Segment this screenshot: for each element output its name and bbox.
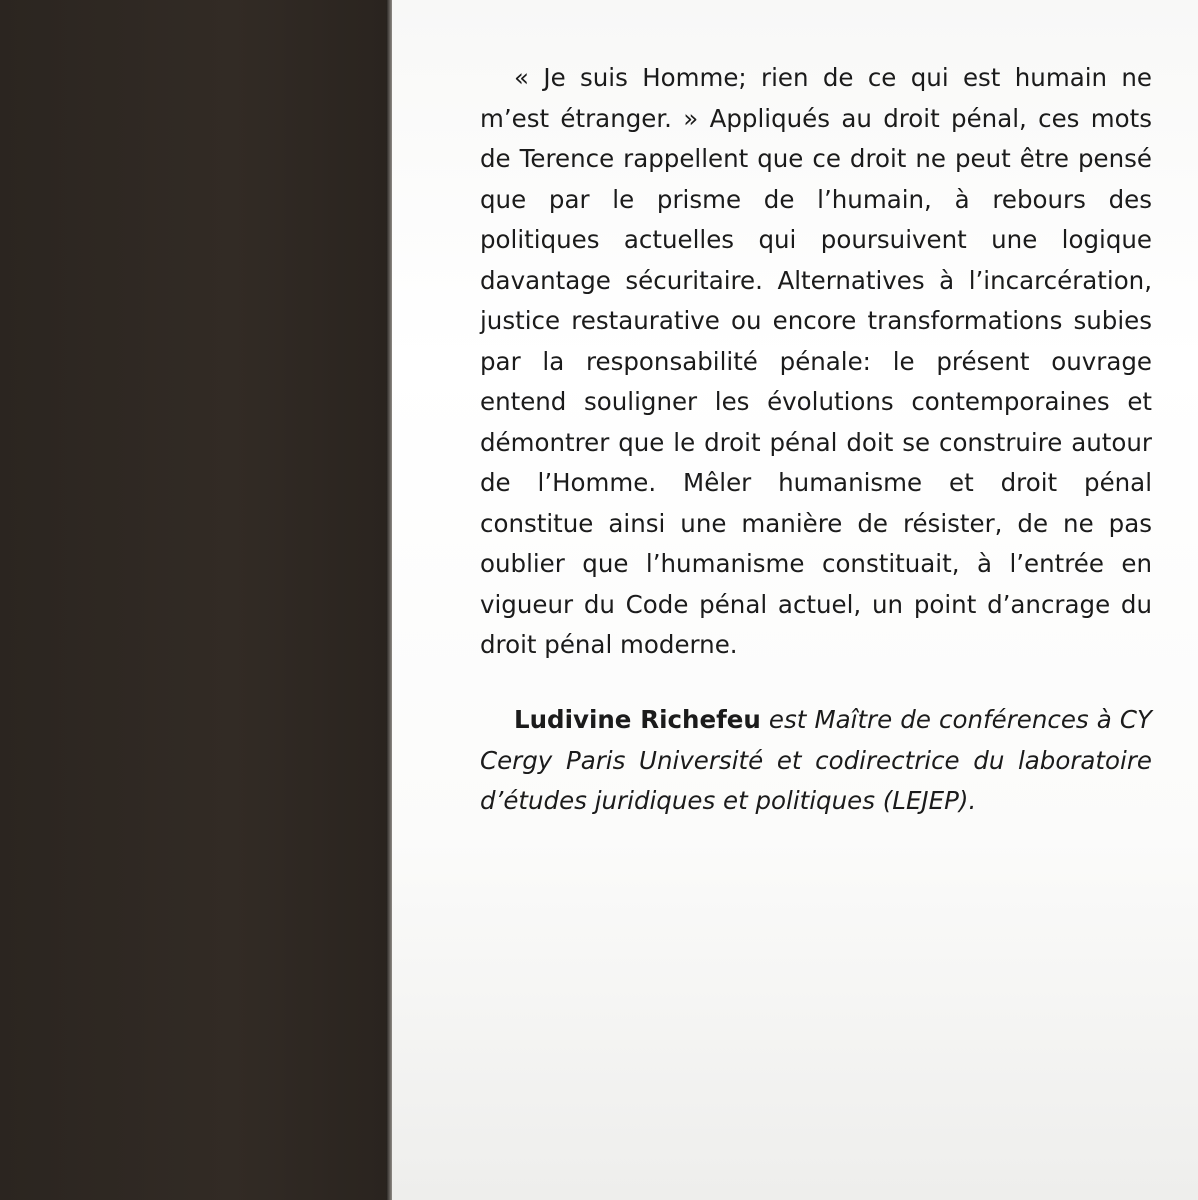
author-list-band (0, 0, 388, 1200)
editor-bio-text: est Maître de conférences à CY Cergy Paris Université et codirectrice du laboratoire d’études juridiques et politiques (LEJEP). (480, 705, 1152, 815)
editor-bio (480, 700, 1152, 822)
editor-name: Ludivine Richefeu (514, 705, 761, 734)
summary-paragraph: « Je suis Homme; rien de ce qui est humain ne m’est étranger. » Appliqués au droit pénal, ces mots de Terence rappellent que ce droit ne peut être pensé que par le prisme de l’humain, à rebours des politiques actuelles qui poursuivent une logique davantage sécuritaire. Alternatives à l’incarcération, justice restaurative ou encore transformations subies par la responsabilité pénale: le présent ouvrage entend souligner les évolutions contemporaines et démontrer que le droit pénal doit se construire autour de l’Homme. Mêler humanisme et droit pénal constitue ainsi une manière de résister, de ne pas oublier que l’humanisme constituait, à l’entrée en vigueur du Code pénal actuel, un point d’ancrage du droit pénal moderne. (480, 63, 1152, 659)
